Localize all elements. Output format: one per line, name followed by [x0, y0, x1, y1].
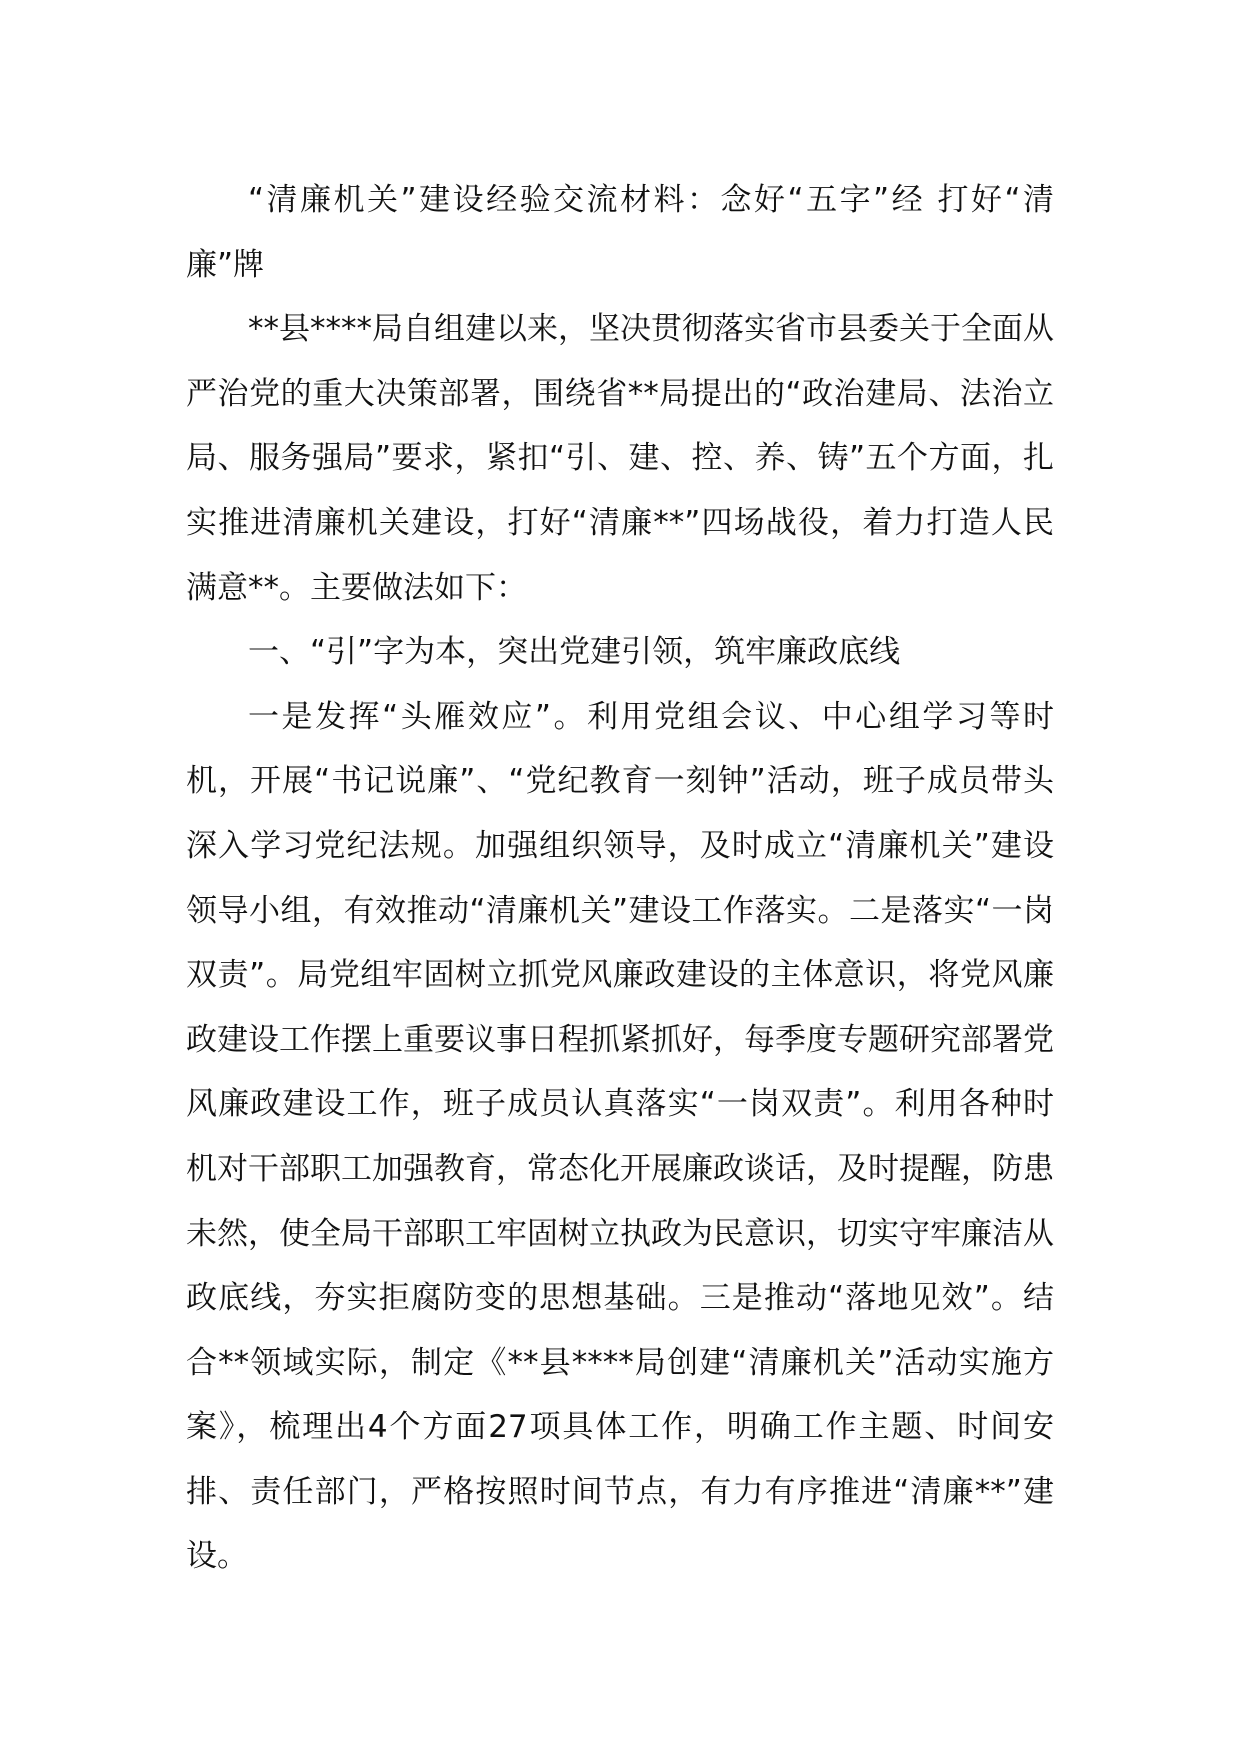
- intro-paragraph: **县****局自组建以来，坚决贯彻落实省市县委关于全面从严治党的重大决策部署，围绕省**局提出的“政治建局、法治立局、服务强局”要求，紧扣“引、建、控、养、铸”五个方面，扎实推进清廉机关建设，打好“清廉**”四场战役，着力打造人民满意**。主要做法如下：: [186, 311, 1054, 606]
- document-body: [186, 168, 1054, 1589]
- section-heading: 一、“引”字为本，突出党建引领，筑牢廉政底线: [248, 634, 901, 671]
- section-body-paragraph: 一是发挥“头雁效应”。利用党组会议、中心组学习等时机，开展“书记说廉”、“党纪教育一刻钟”活动，班子成员带头深入学习党纪法规。加强组织领导，及时成立“清廉机关”建设领导小组，有效推动“清廉机关”建设工作落实。二是落实“一岗双责”。局党组牢固树立抓党风廉政建设的主体意识，将党风廉政建设工作摆上重要议事日程抓紧抓好，每季度专题研究部署党风廉政建设工作，班子成员认真落实“一岗双责”。利用各种时机对干部职工加强教育，常态化开展廉政谈话，及时提醒，防患未然，使全局干部职工牢固树立执政为民意识，切实守牢廉洁从政底线，夯实拒腐防变的思想基础。三是推动“落地见效”。结合**领域实际，制定《**县****局创建“清廉机关”活动实施方案》，梳理出4个方面27项具体工作，明确工作主题、时间安排、责任部门，严格按照时间节点，有力有序推进“清廉**”建设。: [186, 698, 1054, 1575]
- document-title: “清廉机关”建设经验交流材料：念好“五字”经 打好“清廉”牌: [186, 182, 1054, 283]
